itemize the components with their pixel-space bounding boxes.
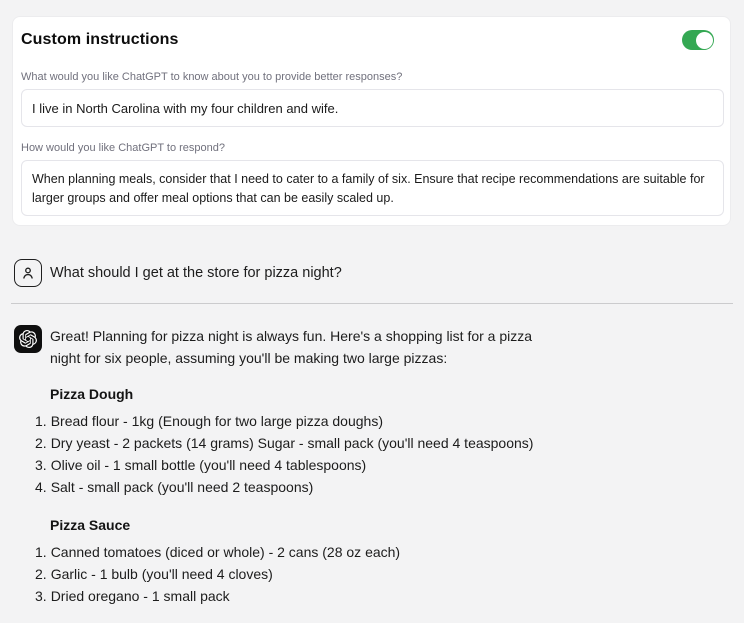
list-item: Salt - small pack (you'll need 2 teaspoons) [50,479,314,495]
toggle-knob [696,32,713,49]
assistant-message-row [14,325,744,623]
list-item: Bread flour - 1kg (Enough for two large pizza doughs) [50,413,383,429]
respond-textarea[interactable] [21,160,724,216]
user-message-row [14,259,744,287]
person-icon [14,259,42,287]
respond-label: How would you like ChatGPT to respond? [21,142,226,154]
list-item: Canned tomatoes (diced or whole) - 2 cans (28 oz each) [50,544,401,560]
page-title: Custom instructions [21,31,179,48]
assistant-message-text [50,325,555,623]
custom-instructions-toggle[interactable] [682,30,714,50]
user-message-text: What should I get at the store for pizza night? [50,265,342,281]
openai-logo-icon [14,325,42,353]
list-item: Garlic - 1 bulb (you'll need 4 cloves) [50,566,273,582]
chat-transcript [0,259,744,623]
pizza-dough-list [50,410,555,498]
section-heading-pizza-dough: Pizza Dough [50,386,134,402]
list-item: Dried oregano - 1 small pack [50,588,230,604]
message-divider [11,303,733,304]
custom-instructions-card [12,16,731,226]
about-you-label: What would you like ChatGPT to know about you to provide better responses? [21,71,403,83]
list-item: Dry yeast - 2 packets (14 grams) Sugar - small pack (you'll need 4 teaspoons) [50,435,534,451]
about-you-input[interactable] [21,89,724,127]
card-header [21,30,722,50]
list-item: Olive oil - 1 small bottle (you'll need 4 tablespoons) [50,457,367,473]
pizza-sauce-list [50,541,555,607]
section-heading-pizza-sauce: Pizza Sauce [50,517,131,533]
assistant-intro: Great! Planning for pizza night is always fun. Here's a shopping list for a pizza night for six people, assuming you'll be making two large pizzas: [50,328,533,366]
